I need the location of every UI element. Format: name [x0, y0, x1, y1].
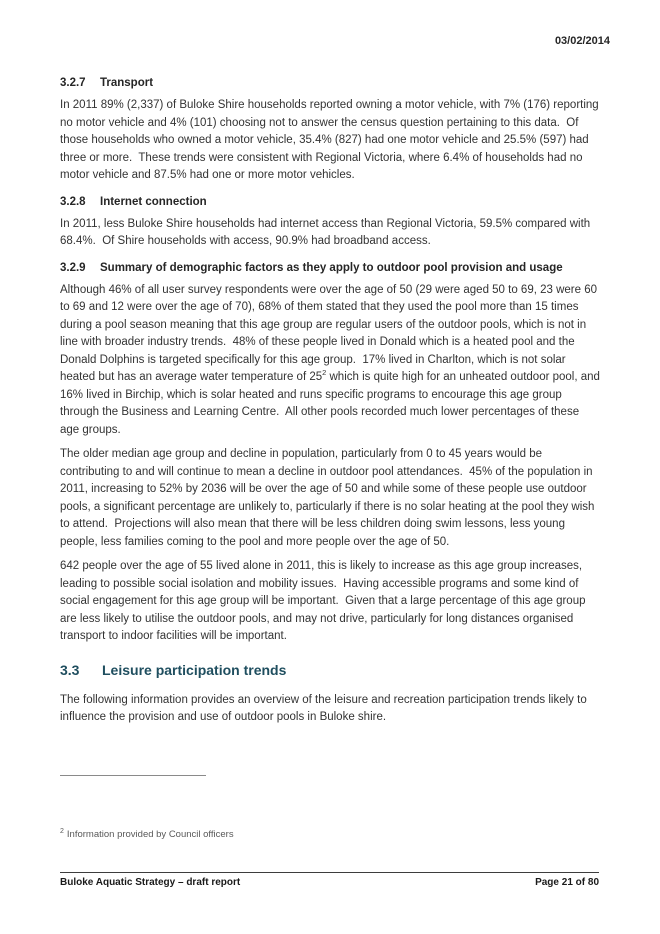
paragraph-transport: In 2011 89% (2,337) of Buloke Shire households reported owning a motor vehicle, with 7% (176) reporting no motor vehicle and 4% (101) choosing not to answer the census question pertaining to this data. Of those households who owned a motor vehicle, 35.4% (827) had one motor vehicle and 25.5% (597) had three or more. These trends were consistent with Regional Victoria, where 6.4% of households had no motor vehicle and 87.5% had one or more motor vehicles. — [60, 99, 602, 181]
paragraph-text-segment: Although 46% of all user survey respondents were over the age of 50 (29 were aged 50 to 69, 23 were 60 to 69 and 12 were over the age of 70), 68% of them stated that they used the pool more than 15 times during a pool season meaning that this age group are regular users of the outdoor pools, which is not in line with broader industry trends. 48% of these people lived in Donald which is a heated pool and the Donald Dolphins is targeted specifically for this age group. 17% lived in Charlton, which is not solar heated but has an average water temperature of 25 — [60, 283, 601, 383]
section-heading-3-2-9 — [60, 261, 600, 275]
footer-document-title: Buloke Aquatic Strategy – draft report — [60, 877, 241, 888]
section-title: Internet connection — [100, 195, 207, 208]
paragraph-demographics-1 — [60, 282, 604, 440]
section-title: Summary of demographic factors as they apply to outdoor pool provision and usage — [100, 261, 563, 274]
footnote-reference-2: 2 — [322, 368, 327, 378]
footnote-marker: 2 — [60, 827, 64, 835]
paragraph-text-segment: which is quite high for an unheated outdoor pool, and 16% lived in Birchip, which is solar heated and runs specific programs to encourage this age group through the Business and Learning Centre. All other pools recorded much lower percentages of these age groups. — [60, 371, 604, 436]
section-title: Transport — [100, 77, 154, 89]
paragraph-leisure-intro: The following information provides an overview of the leisure and recreation participation trends likely to influence the provision and use of outdoor pools in Buloke shire. — [60, 693, 590, 723]
paragraph-demographics-3: 642 people over the age of 55 lived alone in 2011, this is likely to increase as this age group increases, leading to possible social isolation and mobility issues. Having accessible programs and some kind of social engagement for this age group will be important. Given that a large percentage of this age group are less likely to utilise the outdoor pools, and may not drive, particularly for long distances organised transport to indoor facilities will be important. — [60, 560, 589, 642]
section-heading-3-2-7 — [60, 76, 600, 90]
section-number: 3.2.9 — [60, 261, 86, 274]
paragraph-internet: In 2011, less Buloke Shire households had internet access than Regional Victoria, 59.5% compared with 68.4%. Of Shire households with access, 90.9% had broadband access. — [60, 217, 594, 247]
footnote-separator-rule — [60, 775, 206, 776]
footnote-text: Information provided by Council officers — [66, 829, 234, 840]
section-number: 3.2.8 — [60, 195, 86, 208]
section-title: Leisure participation trends — [102, 661, 287, 678]
section-heading-3-3 — [60, 662, 600, 679]
footer-page-number: Page 21 of 80 — [535, 877, 599, 888]
section-heading-3-2-8 — [60, 195, 600, 209]
footnote — [60, 829, 234, 841]
header-date: 03/02/2014 — [554, 35, 610, 47]
section-number: 3.3 — [60, 661, 80, 678]
section-number: 3.2.7 — [60, 77, 86, 89]
paragraph-demographics-2: The older median age group and decline in population, particularly from 0 to 45 years would be contributing to and will continue to mean a decline in outdoor pool attendances. 45% of the population in 2011, increasing to 52% by 2036 will be over the age of 50 and while some of these people use outdoor pools, a significant percentage are unlikely to, particularly if there is no solar heating at the pool they wish to attend. Projections will also mean that there will be less children doing swim lessons, less young people, less families coming to the pool and more people over the age of 50. — [60, 448, 598, 548]
page-footer — [60, 872, 599, 889]
